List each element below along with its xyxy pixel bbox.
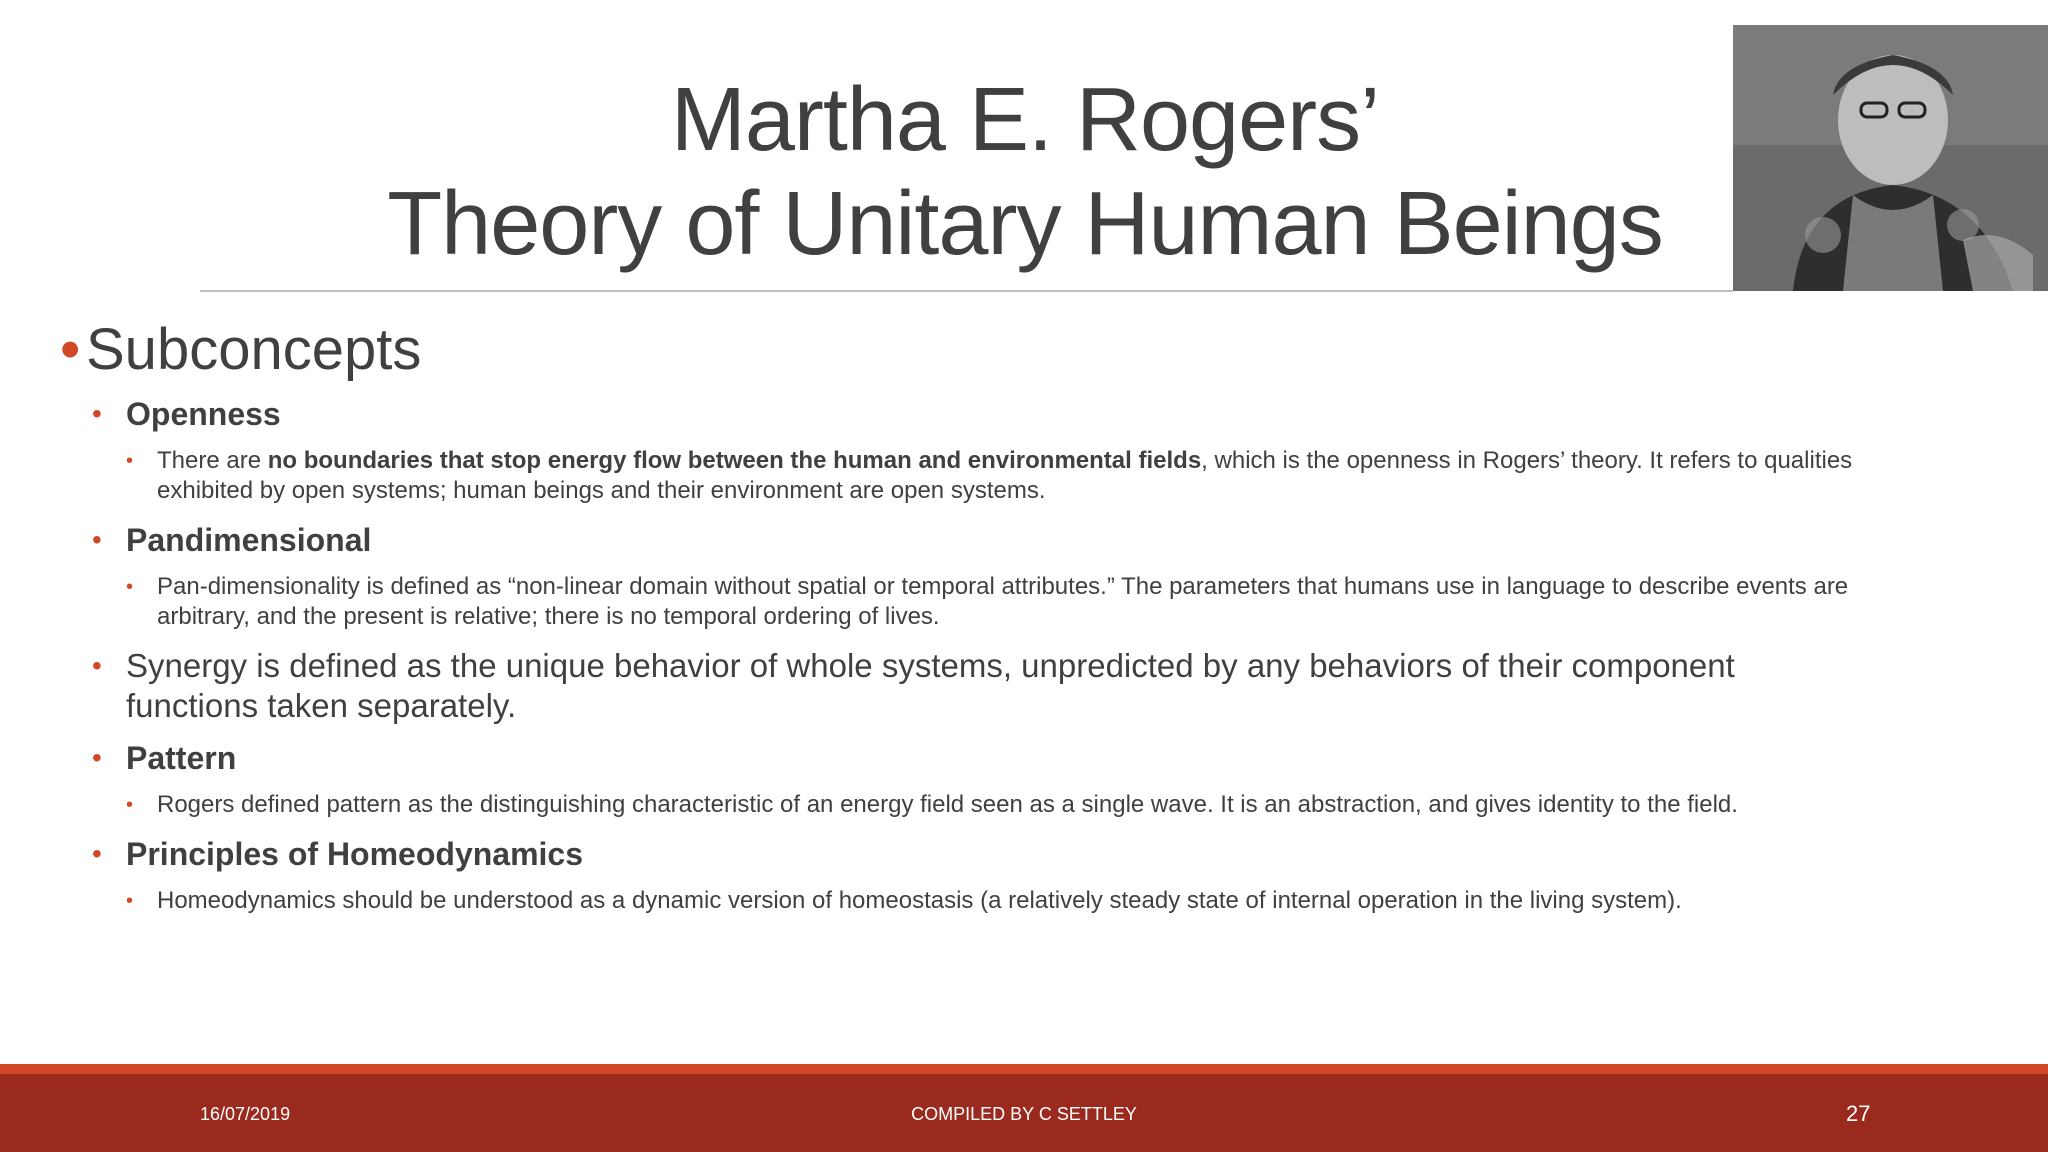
item-pattern-detail: • Rogers defined pattern as the distinguishing characteristic of an energy field seen as a single wave. It is an abstraction, and gives identity to the field. xyxy=(126,791,1738,818)
bullet-icon: • xyxy=(92,838,102,869)
title-divider xyxy=(200,290,1733,292)
item-pandimensional-detail: • Pan-dimensionality is defined as “non-linear domain without spatial or temporal attributes.” The parameters that humans use in language to describe events are arbitrary, and the present is relative; there is no temporal ordering of lives. xyxy=(126,573,1849,630)
footer-date: 16/07/2019 xyxy=(200,1104,291,1124)
item-synergy: • Synergy is defined as the unique behavior of whole systems, unpredicted by any behaviors of their component functions taken separately. xyxy=(92,647,1735,724)
slide-title xyxy=(200,68,1850,276)
bullet-icon: • xyxy=(60,317,81,382)
bullet-icon: • xyxy=(126,450,134,472)
footer-accent-strip xyxy=(0,1064,2048,1074)
title-line-1: Martha E. Rogers’ xyxy=(670,70,1380,170)
footer-band xyxy=(0,1074,2048,1152)
title-line-2: Theory of Unitary Human Beings xyxy=(387,174,1663,274)
page-number: 27 xyxy=(1846,1101,1871,1126)
bullet-icon: • xyxy=(92,524,102,555)
item-pattern: • Pattern xyxy=(92,740,237,776)
footer-compiled-by: COMPILED BY C SETTLEY xyxy=(911,1104,1137,1124)
bullet-icon: • xyxy=(126,890,134,912)
bullet-icon: • xyxy=(126,794,134,816)
item-openness-detail: • There are no boundaries that stop energy flow between the human and environmental fields, which is the openness in Rogers’ theory. It refers to qualities exhibited by open systems; human beings and their environment are open systems. xyxy=(126,447,1853,504)
bullet-icon: • xyxy=(92,650,102,681)
item-homeodynamics-detail: • Homeodynamics should be understood as a dynamic version of homeostasis (a relatively steady state of internal operation in the living system). xyxy=(126,887,1682,914)
item-openness: • Openness xyxy=(92,396,281,432)
bullet-icon: • xyxy=(126,576,134,598)
item-homeodynamics: • Principles of Homeodynamics xyxy=(92,836,584,872)
bullet-icon: • xyxy=(92,398,102,429)
item-pandimensional: • Pandimensional xyxy=(92,522,372,558)
heading-subconcepts: • Subconcepts xyxy=(60,317,422,382)
slide-body xyxy=(60,318,1960,930)
portrait-photo xyxy=(1733,25,2048,291)
bullet-icon: • xyxy=(92,742,102,773)
portrait-illustration xyxy=(1733,25,2048,291)
